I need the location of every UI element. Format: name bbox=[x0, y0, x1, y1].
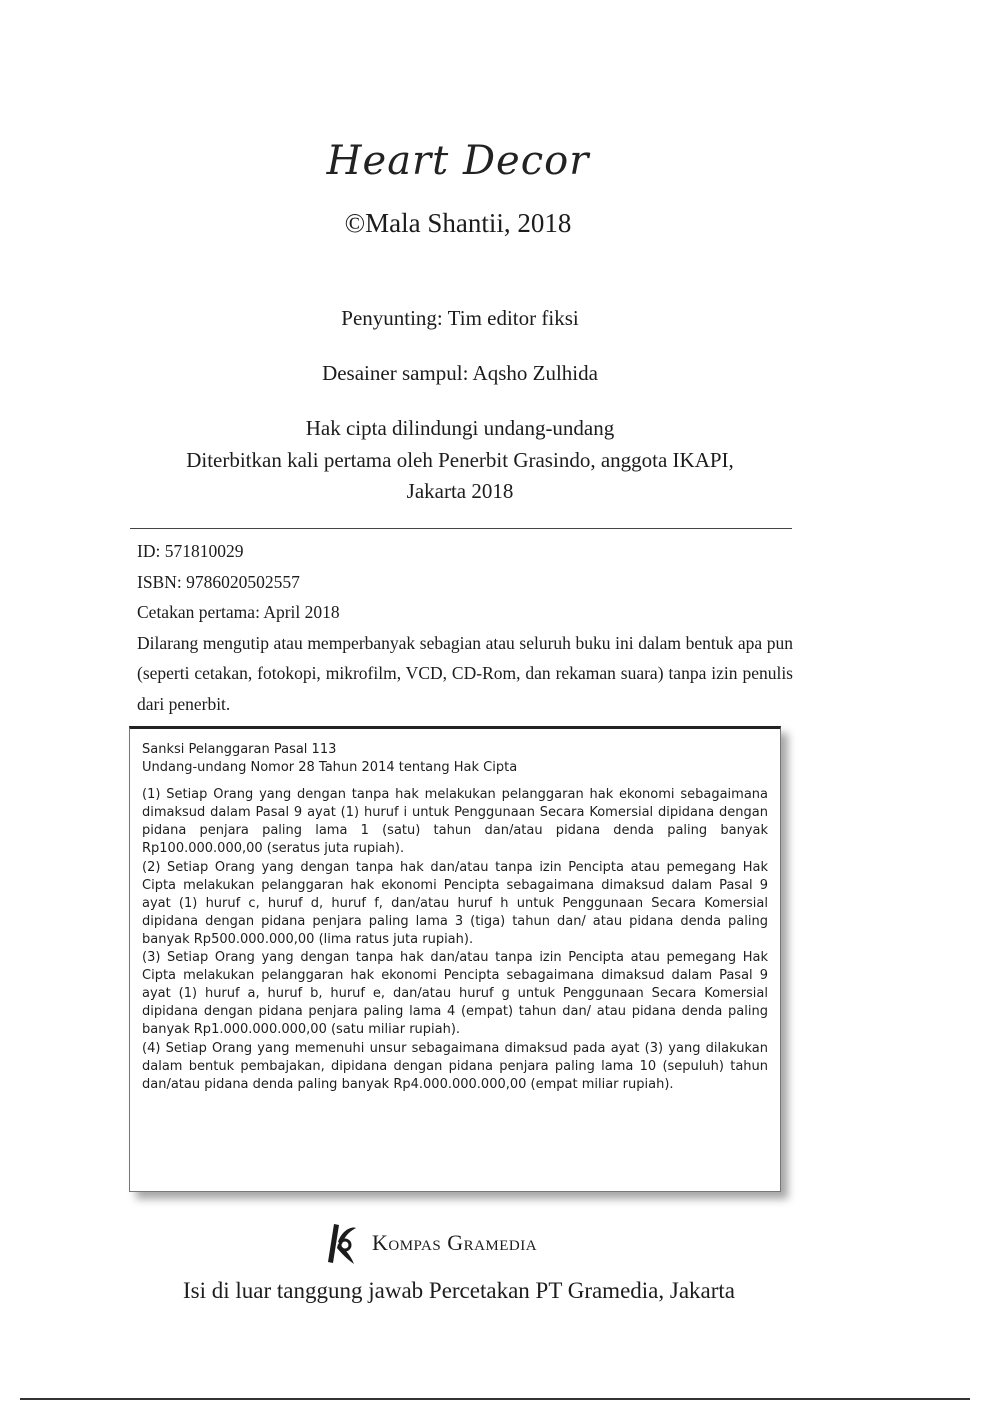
sanction-paragraph: (3) Setiap Orang yang dengan tanpa hak dan/atau tanpa izin Pencipta atau pemegang Hak Cipta melakukan pelanggaran hak ekonomi Pencipta sebagaimana dimaksud dalam Pasal 9 ayat (1) huruf a, huruf b, huruf e, dan/atau huruf g untuk Penggunaan Secara Komersial dipidana dengan pidana penjara paling lama 4 (empat) tahun dan/ atau pidana denda paling banyak Rp1.000.000.000,00 (satu miliar rupiah). bbox=[142, 950, 768, 1038]
book-metadata bbox=[137, 536, 793, 719]
print-edition: Cetakan pertama: April 2018 bbox=[137, 602, 340, 622]
publisher-name: Kompas Gramedia bbox=[372, 1230, 538, 1255]
copyright-sanctions-box bbox=[129, 726, 781, 1192]
book-id: ID: 571810029 bbox=[137, 541, 244, 561]
isbn: ISBN: 9786020502557 bbox=[137, 571, 300, 592]
printer-disclaimer: Isi di luar tanggung jawab Percetakan PT Gramedia, Jakarta bbox=[182, 1278, 736, 1303]
sanction-paragraph: (1) Setiap Orang yang dengan tanpa hak melakukan pelanggaran hak ekonomi sebagaimana dimaksud dalam Pasal 9 ayat (1) huruf i untuk Penggunaan Secara Komersial dipidana dengan pidana penjara paling lama 1 (satu) tahun dan/atau pidana denda paling banyak Rp100.000.000,00 (seratus juta rupiah). bbox=[142, 787, 768, 857]
rights-statement: Hak cipta dilindungi undang-undang bbox=[305, 416, 615, 440]
published-by-line: Diterbitkan kali pertama oleh Penerbit Grasindo, anggota IKAPI, bbox=[186, 448, 734, 472]
cover-designer-credit: Desainer sampul: Aqsho Zulhida bbox=[322, 361, 598, 385]
copy-notice: Dilarang mengutip atau memperbanyak sebagian atau seluruh buku ini dalam bentuk apa pun (seperti cetakan, fotokopi, mikrofilm, VCD, CD-Rom, dan rekaman suara) tanpa izin penulis dari penerbit. bbox=[137, 632, 793, 714]
sanctions-subtitle: Undang-undang Nomor 28 Tahun 2014 tentang Hak Cipta bbox=[142, 760, 518, 776]
book-title: Heart Decor bbox=[326, 138, 590, 184]
sanction-paragraph: (4) Setiap Orang yang memenuhi unsur sebagaimana dimaksud pada ayat (3) yang dilakukan dalam bentuk pembajakan, dipidana dengan pidana penjara paling lama 10 (sepuluh) tahun dan/atau pidana denda paling banyak Rp4.000.000.000,00 (empat miliar rupiah). bbox=[142, 1040, 768, 1092]
sanctions-title: Sanksi Pelanggaran Pasal 113 bbox=[142, 742, 337, 757]
publisher-brand bbox=[320, 1218, 537, 1268]
sanction-paragraph: (2) Setiap Orang yang dengan tanpa hak dan/atau tanpa izin Pencipta atau pemegang Hak Cipta melakukan pelanggaran hak ekonomi Pencipta sebagaimana dimaksud dalam Pasal 9 ayat (1) huruf c, huruf d, huruf f, dan/atau huruf h untuk Penggunaan Secara Komersial dipidana dengan pidana penjara paling lama 3 (tiga) tahun dan/ atau pidana denda paling banyak Rp500.000.000,00 (lima ratus juta rupiah). bbox=[142, 859, 768, 947]
editor-credit: Penyunting: Tim editor fiksi bbox=[341, 306, 579, 330]
published-place-line: Jakarta 2018 bbox=[406, 479, 514, 503]
bottom-divider bbox=[20, 1398, 970, 1400]
divider bbox=[130, 528, 792, 529]
kompas-gramedia-logo-icon bbox=[320, 1218, 358, 1268]
copyright-line: ©Mala Shantii, 2018 bbox=[344, 208, 572, 238]
